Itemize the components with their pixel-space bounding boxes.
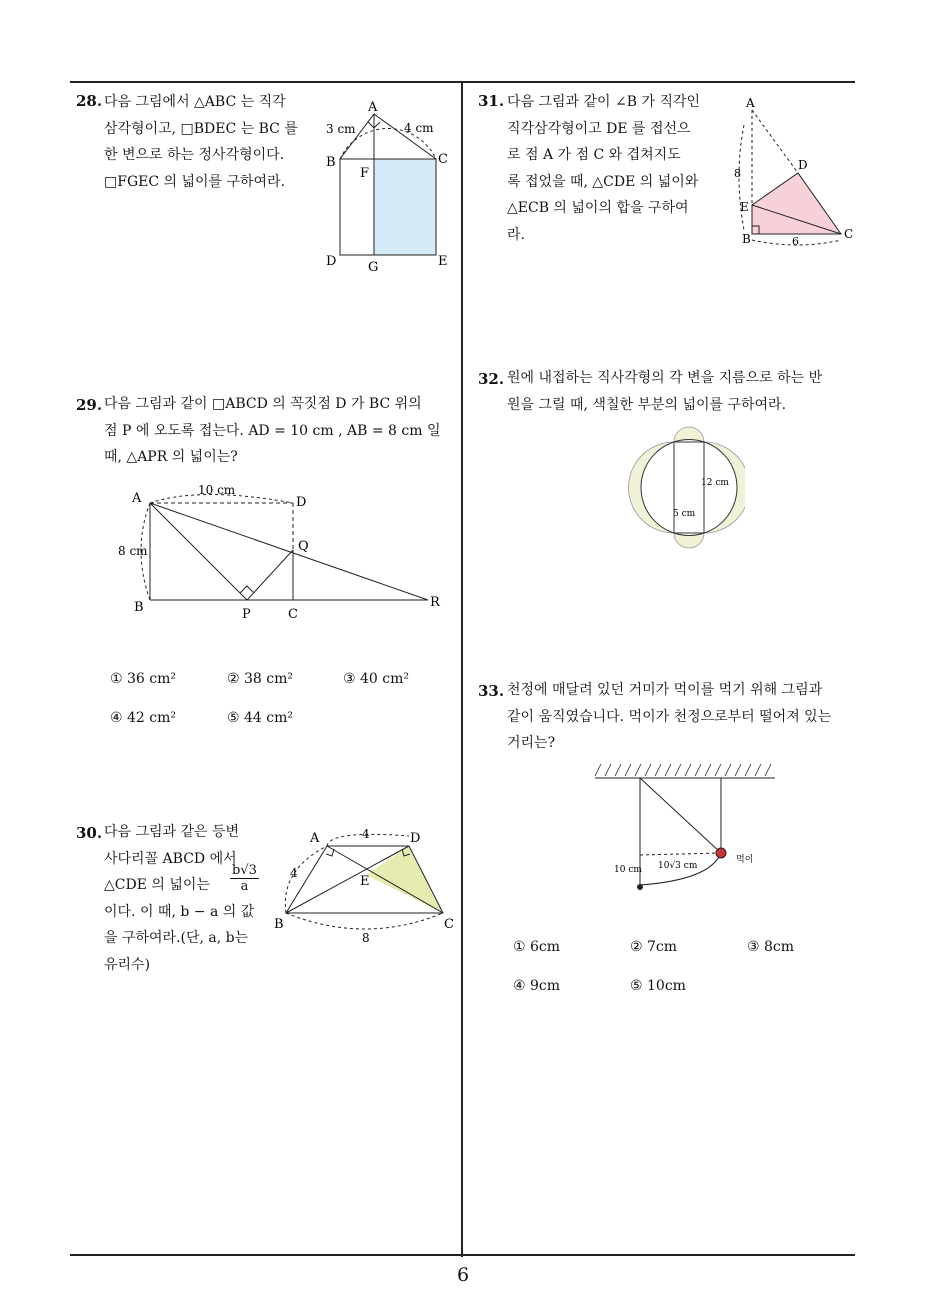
label-4cm: 4 cm	[404, 121, 434, 135]
label-f: F	[360, 166, 370, 181]
prey-dot	[716, 848, 726, 858]
label-g: G	[368, 260, 379, 275]
label-e: E	[360, 874, 370, 889]
figure-circle-rectangle	[625, 425, 745, 550]
label-12cm: 12 cm	[701, 478, 729, 488]
figure-trapezoid	[270, 820, 460, 950]
label-q: Q	[298, 539, 309, 554]
label-r: R	[430, 595, 440, 610]
question-text	[507, 365, 862, 418]
shaded-region	[752, 173, 841, 234]
text-line: △ECB 의 넓이의 합을 구하여	[507, 200, 689, 216]
text-line: 록 접었을 때, △CDE 의 넓이와	[507, 173, 699, 190]
text-line: 같이 움직였습니다. 먹이가 천정으로부터 떨어져 있는	[507, 708, 832, 725]
text-line: □FGEC 의 넓이를 구하여라.	[104, 173, 286, 190]
label-a: A	[310, 831, 320, 846]
label-10root3cm: 10√3 cm	[658, 861, 698, 871]
text-line	[104, 863, 264, 899]
question-number: 28.	[76, 92, 103, 110]
label-e: E	[438, 254, 448, 269]
figure-square-triangle	[318, 95, 458, 275]
text-line: 을 구하여라.(단, a, b는	[104, 930, 249, 946]
question-number: 31.	[478, 92, 505, 110]
text-line: 이다. 이 때, b − a 의 값	[104, 903, 255, 920]
text-line: 직각삼각형이고 DE 를 접선으	[507, 120, 691, 137]
question-number: 29.	[76, 396, 103, 414]
option-1[interactable]: ① 6cm	[513, 939, 561, 955]
text-line: 거리는?	[507, 735, 556, 751]
figure-spider	[590, 760, 780, 905]
option-5[interactable]: ⑤ 10cm	[630, 978, 686, 994]
text-line: 천정에 매달려 있던 거미가 먹이를 먹기 위해 그림과	[507, 682, 823, 698]
label-a: A	[368, 100, 378, 115]
text-line: 다음 그림에서 △ABC 는 직각	[104, 94, 286, 110]
text-line: 때, △APR 의 넓이는?	[104, 449, 238, 465]
label-d: D	[410, 831, 421, 846]
figure-folded-triangle	[728, 95, 858, 250]
label-p: P	[242, 607, 251, 622]
label-8: 8	[734, 167, 741, 180]
label-d: D	[296, 495, 307, 510]
label-8cm: 8 cm	[118, 544, 148, 558]
option-4[interactable]: ④ 42 cm²	[110, 710, 176, 726]
fraction-numerator: b√3	[232, 863, 257, 878]
label-c: C	[844, 227, 854, 241]
text-line: 유리수)	[104, 956, 151, 973]
label-3cm: 3 cm	[326, 122, 356, 136]
label-8: 8	[362, 931, 370, 945]
label-d: D	[326, 254, 337, 269]
text-line: 점 P 에 오도록 접는다. AD = 10 cm , AB = 8 cm 일	[104, 422, 441, 439]
label-prey: 먹이	[736, 855, 754, 865]
label-b: B	[274, 917, 284, 932]
text-line: 삼각형이고, □BDEC 는 BC 를	[104, 120, 298, 137]
column-divider	[461, 82, 463, 1257]
label-10cm: 10 cm	[614, 865, 642, 875]
label-a: A	[746, 96, 755, 110]
question-number: 30.	[76, 824, 103, 842]
label-4-top: 4	[362, 827, 370, 841]
text-line: 로 점 A 가 점 C 와 겹쳐지도	[507, 147, 681, 163]
option-2[interactable]: ② 7cm	[630, 939, 678, 955]
fraction	[230, 863, 259, 894]
label-4-left: 4	[290, 866, 298, 880]
label-c: C	[444, 917, 454, 932]
text-line: 원을 그릴 때, 색칠한 부분의 넓이를 구하여라.	[507, 396, 787, 413]
question-text	[104, 819, 264, 978]
label-6: 6	[792, 235, 799, 248]
text-line: 원에 내접하는 직사각형의 각 변을 지름으로 하는 반	[507, 370, 823, 386]
question-text	[507, 89, 717, 248]
text-line: 한 변으로 하는 정사각형이다.	[104, 147, 285, 163]
option-3[interactable]: ③ 40 cm²	[343, 671, 409, 687]
option-1[interactable]: ① 36 cm²	[110, 671, 176, 687]
text-line: 다음 그림과 같이 □ABCD 의 꼭짓점 D 가 BC 위의	[104, 396, 422, 412]
option-2[interactable]: ② 38 cm²	[227, 671, 293, 687]
label-5cm: 5 cm	[673, 509, 696, 519]
label-d: D	[798, 158, 808, 172]
label-b: B	[326, 155, 336, 170]
figure-folded-rectangle	[110, 478, 450, 628]
label-b: B	[134, 600, 144, 615]
option-5[interactable]: ⑤ 44 cm²	[227, 710, 293, 726]
spider-dot	[637, 884, 643, 890]
text-line: 다음 그림과 같이 ∠B 가 직각인	[507, 94, 701, 110]
label-10cm: 10 cm	[198, 483, 236, 497]
page-number: 6	[456, 1264, 470, 1286]
question-text	[104, 89, 314, 195]
question-number: 32.	[478, 370, 505, 388]
text-line-part: △CDE 의 넓이는	[104, 877, 210, 893]
question-text	[104, 391, 454, 471]
label-e: E	[740, 200, 749, 214]
label-b: B	[742, 232, 751, 246]
text-line: 다음 그림과 같은 등변	[104, 824, 240, 840]
label-c: C	[438, 152, 448, 167]
shaded-fgec	[374, 159, 436, 255]
option-4[interactable]: ④ 9cm	[513, 978, 561, 994]
label-c: C	[288, 607, 298, 622]
label-a: A	[132, 491, 142, 506]
text-line: 사다리꼴 ABCD 에서	[104, 850, 237, 867]
question-number: 33.	[478, 682, 505, 700]
bottom-rule	[70, 1254, 855, 1256]
question-text	[507, 677, 862, 757]
fraction-denominator: a	[240, 879, 249, 894]
option-3[interactable]: ③ 8cm	[747, 939, 795, 955]
text-line: 라.	[507, 226, 525, 243]
